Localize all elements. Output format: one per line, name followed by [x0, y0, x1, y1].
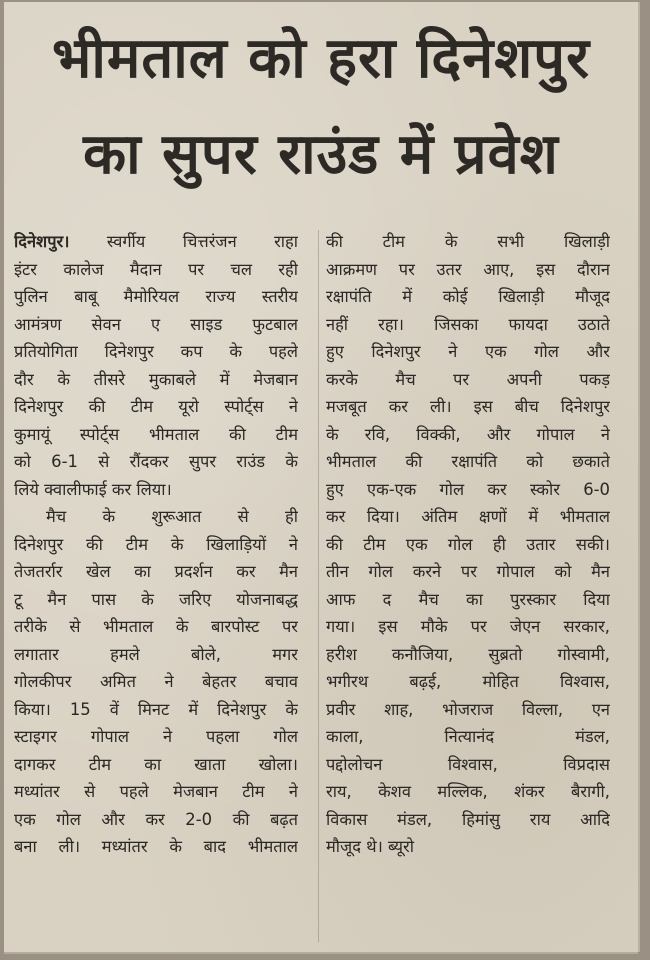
article-line: नहीं रहा। जिसका फायदा उठाते	[326, 314, 610, 334]
column-divider	[318, 230, 319, 942]
article-line: तीन गोल करने पर गोपाल को मैन	[326, 562, 610, 581]
article-line: दिनेशपुर। स्वर्गीय चित्तरंजन राहा	[14, 232, 298, 251]
article-line: गोलकीपर अमित ने बेहतर बचाव	[14, 672, 298, 691]
article-line: तरीके से भीमताल के बारपोस्ट पर	[14, 617, 298, 636]
article-line: एक गोल और कर 2-0 की बढ़त	[14, 809, 298, 829]
article-line: कर दिया। अंतिम क्षणों में भीमताल	[326, 507, 610, 526]
article-line: हरीश कनौजिया, सुब्रतो गोस्वामी,	[326, 644, 610, 664]
article-line: भगीरथ बढ़ई, मोहित विश्वास,	[326, 672, 610, 691]
article-line: कुमायूं स्पोर्ट्स भीमताल की टीम	[14, 424, 298, 444]
article-line: बना ली। मध्यांतर के बाद भीमताल	[14, 837, 298, 856]
article-line: टू मैन पास के जरिए योजनाबद्ध	[14, 589, 298, 609]
article-column-right	[326, 228, 610, 861]
article-line: प्रवीर शाह, भोजराज विल्ला, एन	[326, 699, 610, 719]
article-line: किया। 15 वें मिनट में दिनेशपुर के	[14, 699, 298, 719]
article-line: हुए एक-एक गोल कर स्कोर 6-0	[326, 479, 610, 499]
dateline: दिनेशपुर।	[14, 232, 70, 251]
article-column-left	[14, 228, 298, 861]
article-line: मौजूद थे। ब्यूरो	[326, 837, 414, 856]
article-line: पुलिन बाबू मैमोरियल राज्य स्तरीय	[14, 287, 298, 306]
article-line: प्रतियोगिता दिनेशपुर कप के पहले	[14, 342, 298, 361]
article-line: मैच के शुरूआत से ही	[46, 507, 298, 526]
newspaper-clipping	[4, 2, 638, 952]
article-line: राय, केशव मल्लिक, शंकर बैरागी,	[326, 782, 610, 801]
article-line: मजबूत कर ली। इस बीच दिनेशपुर	[326, 397, 610, 416]
article-line: गया। इस मौके पर जेएन सरकार,	[326, 617, 610, 636]
article-line: इंटर कालेज मैदान पर चल रही	[14, 259, 298, 279]
article-line: की टीम एक गोल ही उतार सकी।	[326, 534, 610, 554]
article-line: काला, नित्यानंद मंडल,	[326, 727, 610, 746]
article-line: मध्यांतर से पहले मेजबान टीम ने	[14, 782, 298, 801]
article-line: आक्रमण पर उतर आए, इस दौरान	[326, 259, 610, 279]
article-line: दिनेशपुर की टीम यूरो स्पोर्ट्स ने	[14, 397, 298, 416]
headline-line-1: भीमताल को हरा दिनेशपुर	[51, 26, 590, 91]
article-line: की टीम के सभी खिलाड़ी	[326, 232, 610, 251]
article-line: हुए दिनेशपुर ने एक गोल और	[326, 342, 610, 361]
article-line: लगातार हमले बोले, मगर	[14, 644, 298, 664]
headline-line-2: का सुपर राउंड में प्रवेश	[83, 122, 559, 187]
article-line: दिनेशपुर की टीम के खिलाड़ियों ने	[14, 534, 298, 554]
article-line: करके मैच पर अपनी पकड़	[326, 369, 610, 389]
article-line: रक्षापंति में कोई खिलाड़ी मौजूद	[326, 287, 610, 306]
article-line: भीमताल की रक्षापंति को छकाते	[326, 452, 610, 471]
article-line: दौर के तीसरे मुकाबले में मेजबान	[14, 369, 298, 389]
article-line: के रवि, विक्की, और गोपाल ने	[326, 424, 610, 444]
article-line: आमंत्रण सेवन ए साइड फुटबाल	[14, 314, 298, 334]
article-line: को 6-1 से रौंदकर सुपर राउंड के	[14, 452, 298, 471]
article-line: विकास मंडल, हिमांसु राय आदि	[326, 809, 610, 829]
article-line: पद्दोलोचन विश्वास, विप्रदास	[326, 754, 610, 774]
article-line: आफ द मैच का पुरस्कार दिया	[326, 589, 610, 609]
article-line: तेजतर्रार खेल का प्रदर्शन कर मैन	[14, 562, 298, 581]
article-line: दागकर टीम का खाता खोला।	[14, 754, 298, 774]
article-line: स्टाइगर गोपाल ने पहला गोल	[14, 727, 298, 746]
article-line: लिये क्वालीफाई कर लिया।	[14, 479, 172, 499]
